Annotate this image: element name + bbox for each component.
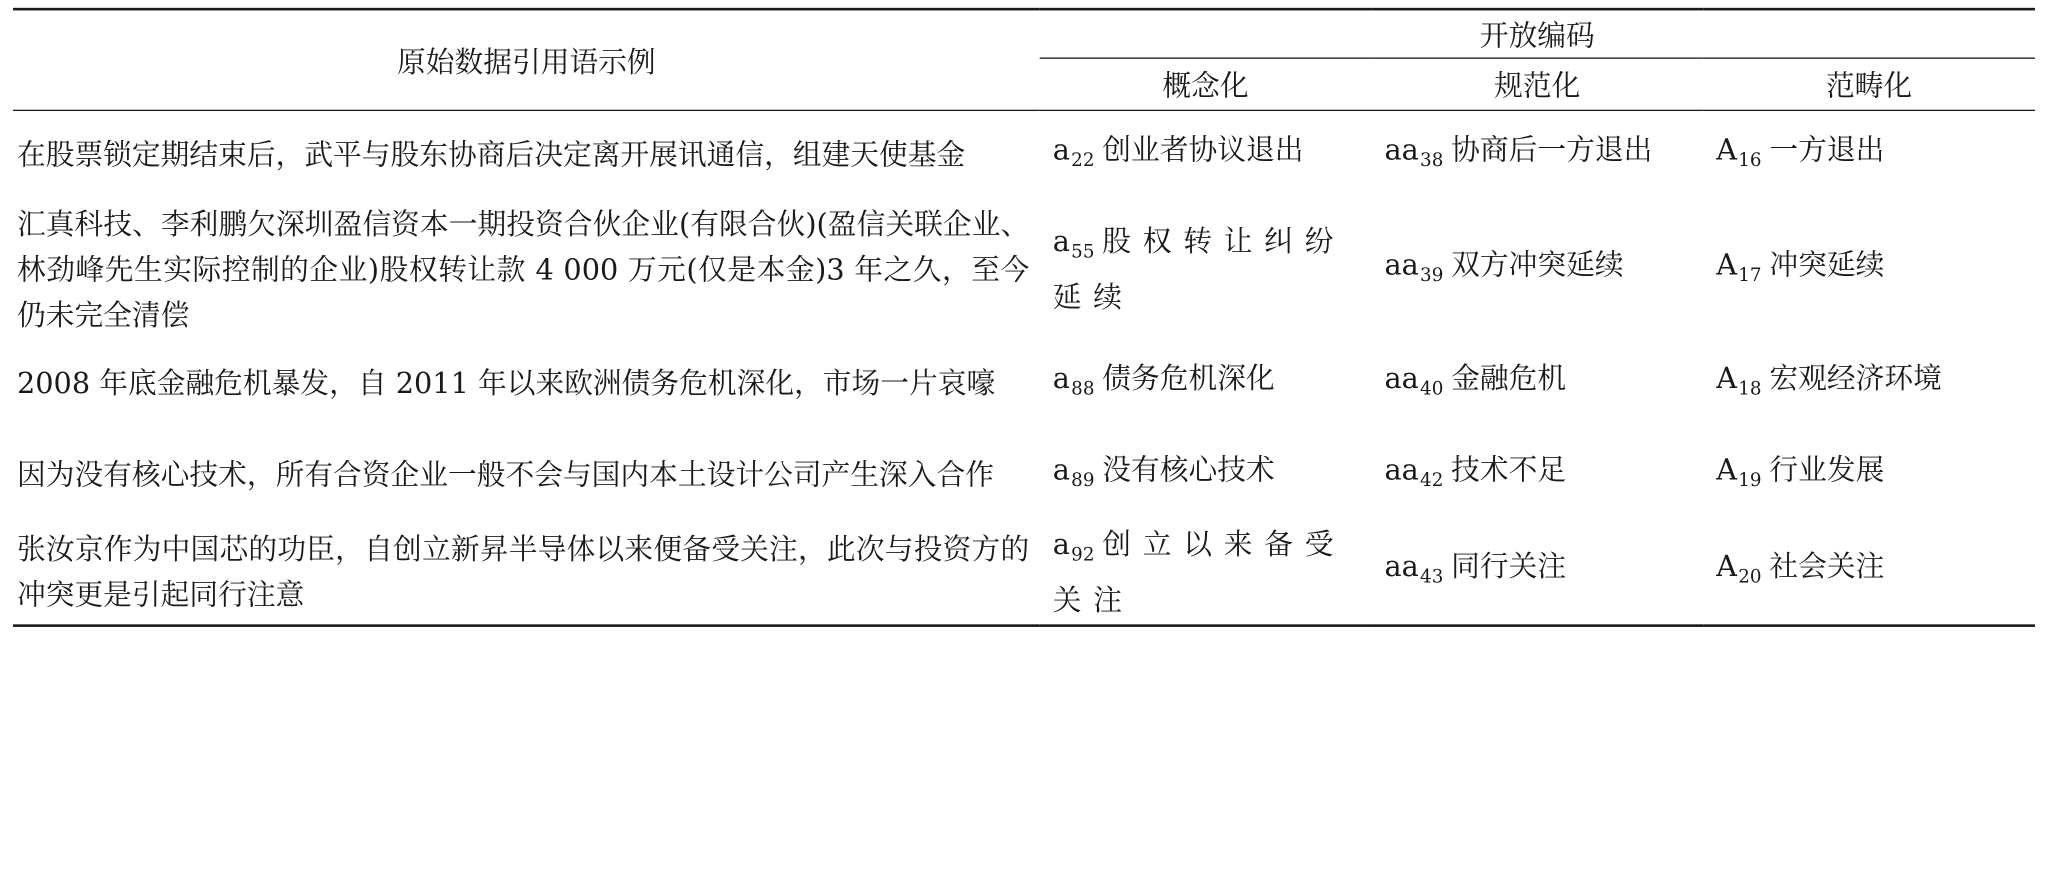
code-label: 债务危机深化 [1102, 363, 1275, 396]
table-row [13, 339, 2035, 430]
code-prefix: aa [1384, 363, 1419, 396]
code-prefix: A [1716, 551, 1737, 584]
code-label: 股权转让纠纷延续 [1052, 225, 1346, 315]
norm-cell [1371, 110, 1703, 201]
code-prefix: aa [1384, 551, 1419, 584]
table-row [13, 110, 2035, 201]
norm-cell [1371, 430, 1703, 521]
code-number: 18 [1738, 378, 1762, 400]
category-cell [1703, 430, 2035, 521]
code-number: 43 [1420, 566, 1444, 588]
header-conceptualization: 概念化 [1040, 59, 1372, 111]
code-number: 22 [1071, 150, 1095, 172]
code-number: 19 [1738, 470, 1762, 492]
code-label: 没有核心技术 [1102, 454, 1275, 488]
quote-cell: 汇真科技、李利鹏欠深圳盈信资本一期投资合伙企业(有限合伙)(盈信关联企业、林劲峰先生实际控制的企业)股权转让款 4 000 万元(仅是本金)3 年之久，至今仍未完全清偿 [16, 208, 1030, 333]
code-prefix: a [1052, 363, 1070, 396]
code-prefix: aa [1384, 454, 1419, 488]
quote-cell: 因为没有核心技术，所有合资企业一般不会与国内本土设计公司产生深入合作 [16, 459, 994, 493]
code-number: 55 [1071, 241, 1095, 263]
category-cell [1703, 110, 2035, 201]
category-cell [1703, 522, 2035, 625]
code-label: 同行关注 [1451, 551, 1567, 584]
table-row [13, 430, 2035, 521]
header-normalization: 规范化 [1371, 59, 1703, 111]
code-number: 40 [1420, 378, 1444, 400]
code-label: 金融危机 [1451, 363, 1567, 396]
code-label: 创业者协议退出 [1102, 134, 1304, 168]
norm-cell [1371, 202, 1703, 339]
code-label: 社会关注 [1769, 551, 1885, 584]
code-prefix: a [1052, 225, 1070, 259]
table-row [13, 202, 2035, 339]
norm-cell [1371, 522, 1703, 625]
code-label: 行业发展 [1769, 454, 1885, 488]
code-number: 88 [1071, 378, 1095, 400]
coding-table [13, 8, 2035, 626]
code-number: 42 [1420, 470, 1444, 492]
code-label: 冲突延续 [1769, 248, 1885, 282]
header-open-coding: 开放编码 [1040, 9, 2035, 59]
quote-cell: 2008 年底金融危机暴发，自 2011 年以来欧洲债务危机深化，市场一片哀嚎 [16, 368, 996, 401]
code-label: 宏观经济环境 [1769, 363, 1942, 396]
code-prefix: a [1052, 454, 1070, 488]
quote-cell: 张汝京作为中国芯的功臣，自创立新昇半导体以来便备受关注，此次与投资方的冲突更是引起同行注意 [13, 522, 1040, 625]
category-cell [1703, 339, 2035, 430]
header-quote-column: 原始数据引用语示例 [13, 9, 1040, 110]
code-label: 协商后一方退出 [1451, 134, 1653, 168]
code-prefix: aa [1384, 134, 1419, 168]
concept-cell [1040, 522, 1372, 625]
code-label: 技术不足 [1451, 454, 1567, 488]
code-number: 38 [1420, 150, 1444, 172]
concept-cell [1040, 430, 1372, 521]
header-categorization: 范畴化 [1703, 59, 2035, 111]
code-number: 92 [1071, 543, 1095, 565]
concept-cell [1040, 202, 1372, 339]
norm-cell [1371, 339, 1703, 430]
quote-cell: 在股票锁定期结束后，武平与股东协商后决定离开展讯通信，组建天使基金 [16, 140, 966, 173]
code-number: 20 [1738, 566, 1762, 588]
code-label: 一方退出 [1769, 134, 1885, 168]
category-cell [1703, 202, 2035, 339]
code-prefix: aa [1384, 248, 1419, 282]
concept-cell [1040, 110, 1372, 201]
code-prefix: a [1052, 528, 1070, 561]
code-prefix: A [1716, 134, 1737, 168]
code-label: 创立以来备受关注 [1052, 528, 1346, 618]
code-number: 39 [1420, 264, 1444, 286]
table-row [13, 522, 2035, 625]
code-prefix: A [1716, 363, 1737, 396]
code-prefix: a [1052, 134, 1070, 168]
code-number: 89 [1071, 470, 1095, 492]
code-label: 双方冲突延续 [1451, 248, 1624, 282]
code-prefix: A [1716, 454, 1737, 488]
concept-cell [1040, 339, 1372, 430]
code-number: 16 [1738, 150, 1762, 172]
code-number: 17 [1738, 264, 1762, 286]
code-prefix: A [1716, 248, 1737, 282]
